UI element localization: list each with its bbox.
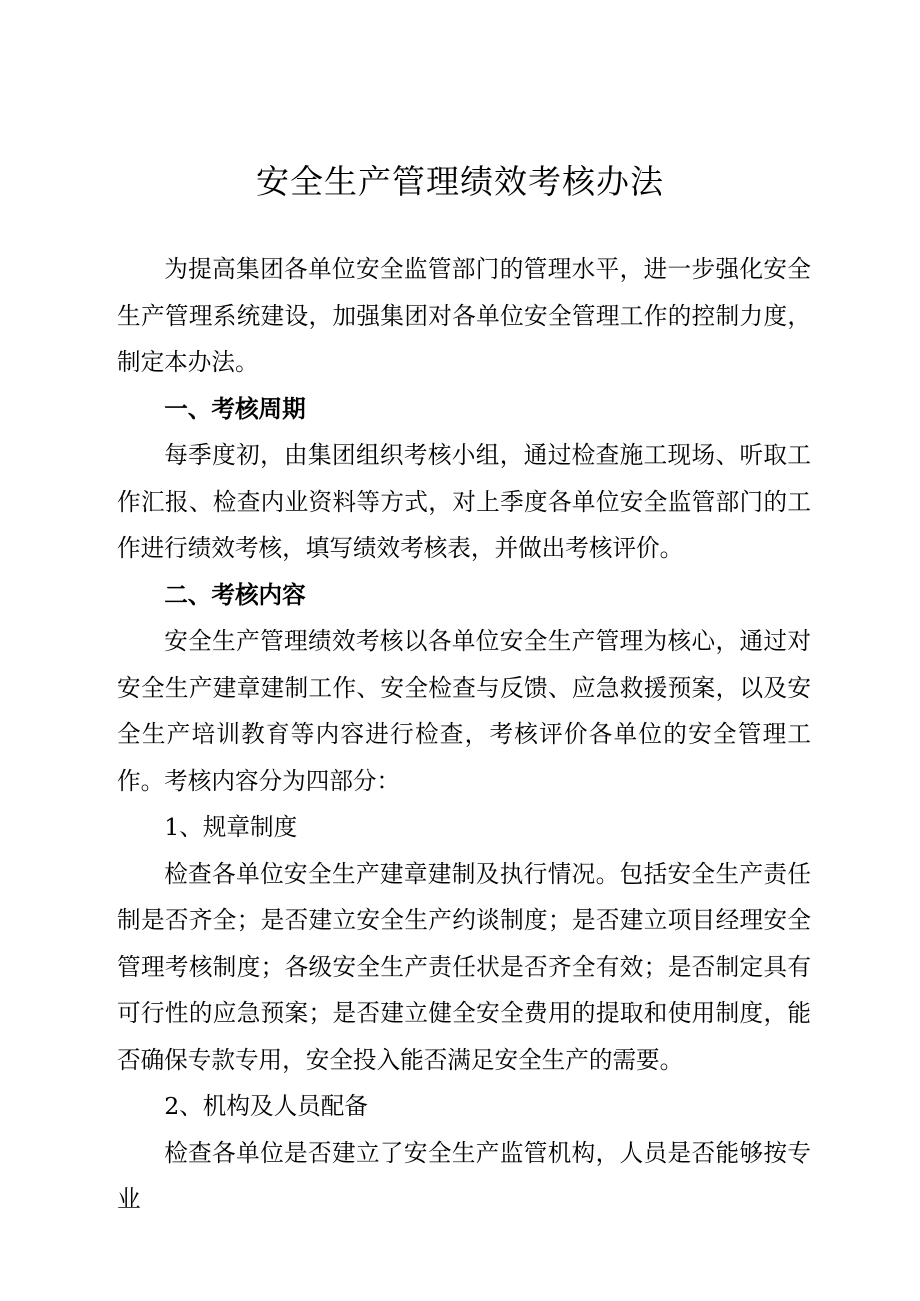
intro-paragraph: 为提高集团各单位安全监管部门的管理水平，进一步强化安全生产管理系统建设，加强集团对各单位安全管理工作的控制力度，制定本办法。 <box>117 255 811 376</box>
cycle-paragraph: 每季度初，由集团组织考核小组，通过检查施工现场、听取工作汇报、检查内业资料等方式，对上季度各单位安全监管部门的工作进行绩效考核，填写绩效考核表，并做出考核评价。 <box>117 441 811 562</box>
subsection-heading-rules: 1、规章制度 <box>164 813 298 841</box>
rules-paragraph: 检查各单位安全生产建章建制及执行情况。包括安全生产责任制是否齐全；是否建立安全生产约谈制度；是否建立项目经理安全管理考核制度；各级安全生产责任状是否齐全有效；是否制定具有可行性的应急预案；是否建立健全安全费用的提取和使用制度，能否确保专款专用，安全投入能否满足安全生产的需要。 <box>117 859 811 1074</box>
section-heading-content: 二、考核内容 <box>164 580 306 609</box>
content-paragraph: 安全生产管理绩效考核以各单位安全生产管理为核心，通过对安全生产建章建制工作、安全检查与反馈、应急救援预案，以及安全生产培训教育等内容进行检查，考核评价各单位的安全管理工作。考核内容分为四部分： <box>117 627 811 795</box>
subsection-heading-staffing: 2、机构及人员配备 <box>164 1092 368 1120</box>
document-body <box>117 246 811 1223</box>
document-title: 安全生产管理绩效考核办法 <box>256 162 664 201</box>
staffing-paragraph: 检查各单位是否建立了安全生产监管机构，人员是否能够按专业 <box>117 1138 811 1213</box>
section-heading-cycle: 一、考核周期 <box>164 394 306 423</box>
